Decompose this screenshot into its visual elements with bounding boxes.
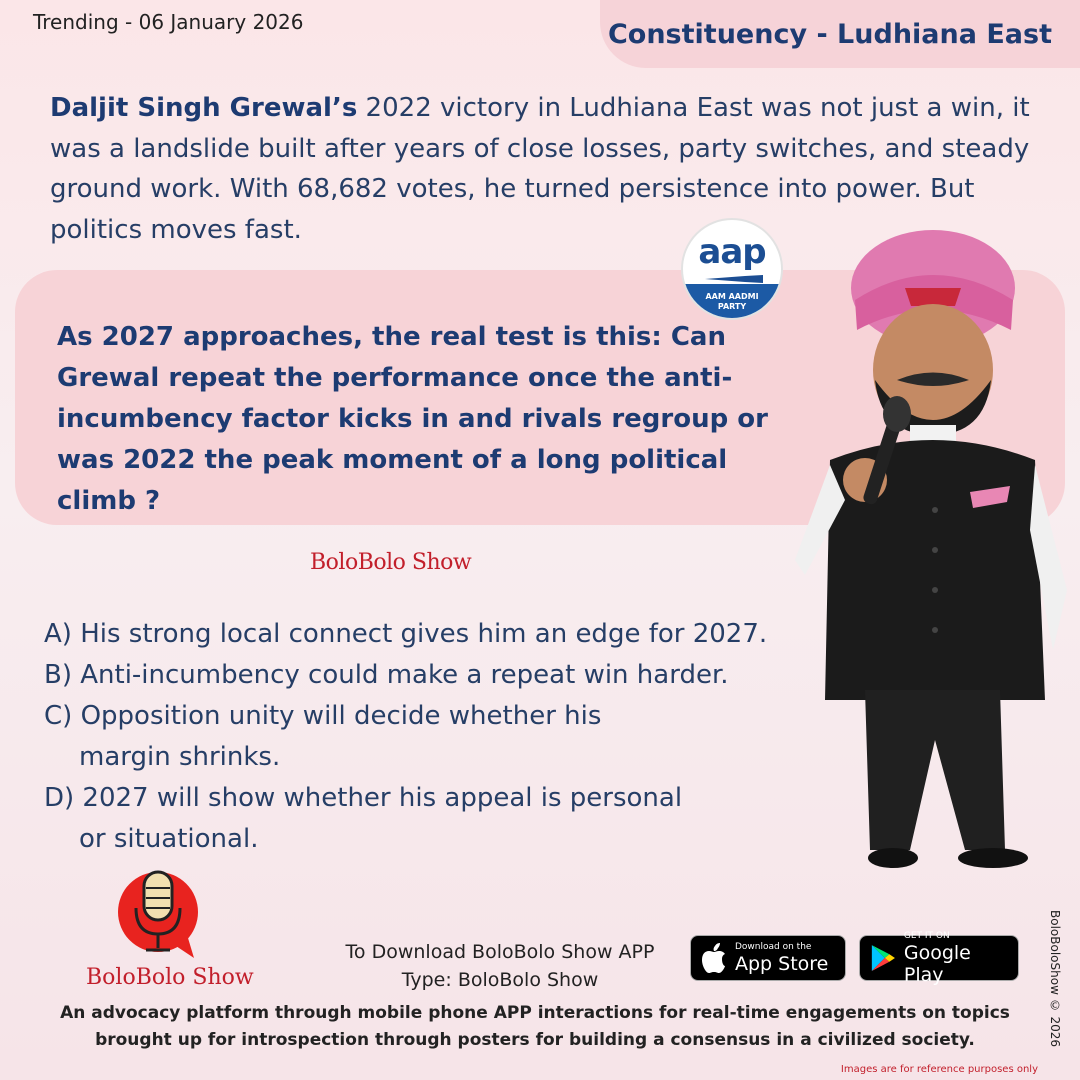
apple-icon xyxy=(701,943,727,973)
candidate-illustration xyxy=(785,230,1070,875)
aap-logo-line2: PARTY xyxy=(717,302,747,311)
aap-logo-short: aap xyxy=(698,232,766,272)
option-c-continued: margin shrinks. xyxy=(79,742,281,772)
constituency-banner xyxy=(600,0,1080,68)
option-a: A) His strong local connect gives him an edge for 2027. xyxy=(44,619,768,649)
broom-icon xyxy=(705,275,763,283)
download-line-1: To Download BoloBolo Show APP xyxy=(345,941,655,963)
copyright-notice: BoloBoloShow © 2026 xyxy=(1048,910,1062,1048)
trending-date: Trending - 06 January 2026 xyxy=(33,10,304,34)
image-disclaimer: Images are for reference purposes only xyxy=(840,1064,1038,1075)
intro-text: 2022 victory in Ludhiana East was not just a win, it was a landslide built after years of close losses, party switches, and steady ground work. With 68,682 votes, he turned persistence into power. But politics moves fast. xyxy=(50,93,1030,245)
appstore-big-text: App Store xyxy=(735,952,829,975)
googleplay-small-text: GET IT ON xyxy=(903,930,950,941)
brand-watermark: BoloBolo Show xyxy=(310,550,472,575)
constituency-label: Constituency - Ludhiana East xyxy=(607,18,1052,50)
google-play-badge[interactable] xyxy=(859,930,1019,986)
option-d-continued: or situational. xyxy=(79,824,259,854)
option-d: D) 2027 will show whether his appeal is personal xyxy=(44,783,683,813)
aap-logo-band xyxy=(683,284,781,320)
brand-logo-text: BoloBolo Show xyxy=(86,965,254,990)
option-c: C) Opposition unity will decide whether his xyxy=(44,701,602,731)
app-store-badge[interactable] xyxy=(690,935,846,981)
question-text: As 2027 approaches, the real test is this: Can Grewal repeat the performance once the anti-incumbency factor kicks in and rivals regroup or was 2022 the peak moment of a long political climb ? xyxy=(57,322,768,516)
appstore-small-text: Download on the xyxy=(735,941,812,952)
google-play-icon xyxy=(870,943,896,973)
microphone-icon xyxy=(118,868,200,960)
googleplay-big-text: Google Play xyxy=(903,941,971,986)
option-b: B) Anti-incumbency could make a repeat win harder. xyxy=(44,660,729,690)
aap-logo-line1: AAM AADMI xyxy=(705,292,759,301)
download-instructions xyxy=(320,938,680,994)
intro-paragraph xyxy=(50,88,1065,250)
aap-party-logo xyxy=(681,218,783,320)
download-line-2: Type: BoloBolo Show xyxy=(401,969,599,991)
candidate-name: Daljit Singh Grewal’s xyxy=(50,93,358,123)
options-list xyxy=(44,614,824,860)
platform-tagline: An advocacy platform through mobile phone APP interactions for real-time engagements on topics brought up for introspection through posters for building a consensus in a civilized society. xyxy=(60,1003,1010,1050)
